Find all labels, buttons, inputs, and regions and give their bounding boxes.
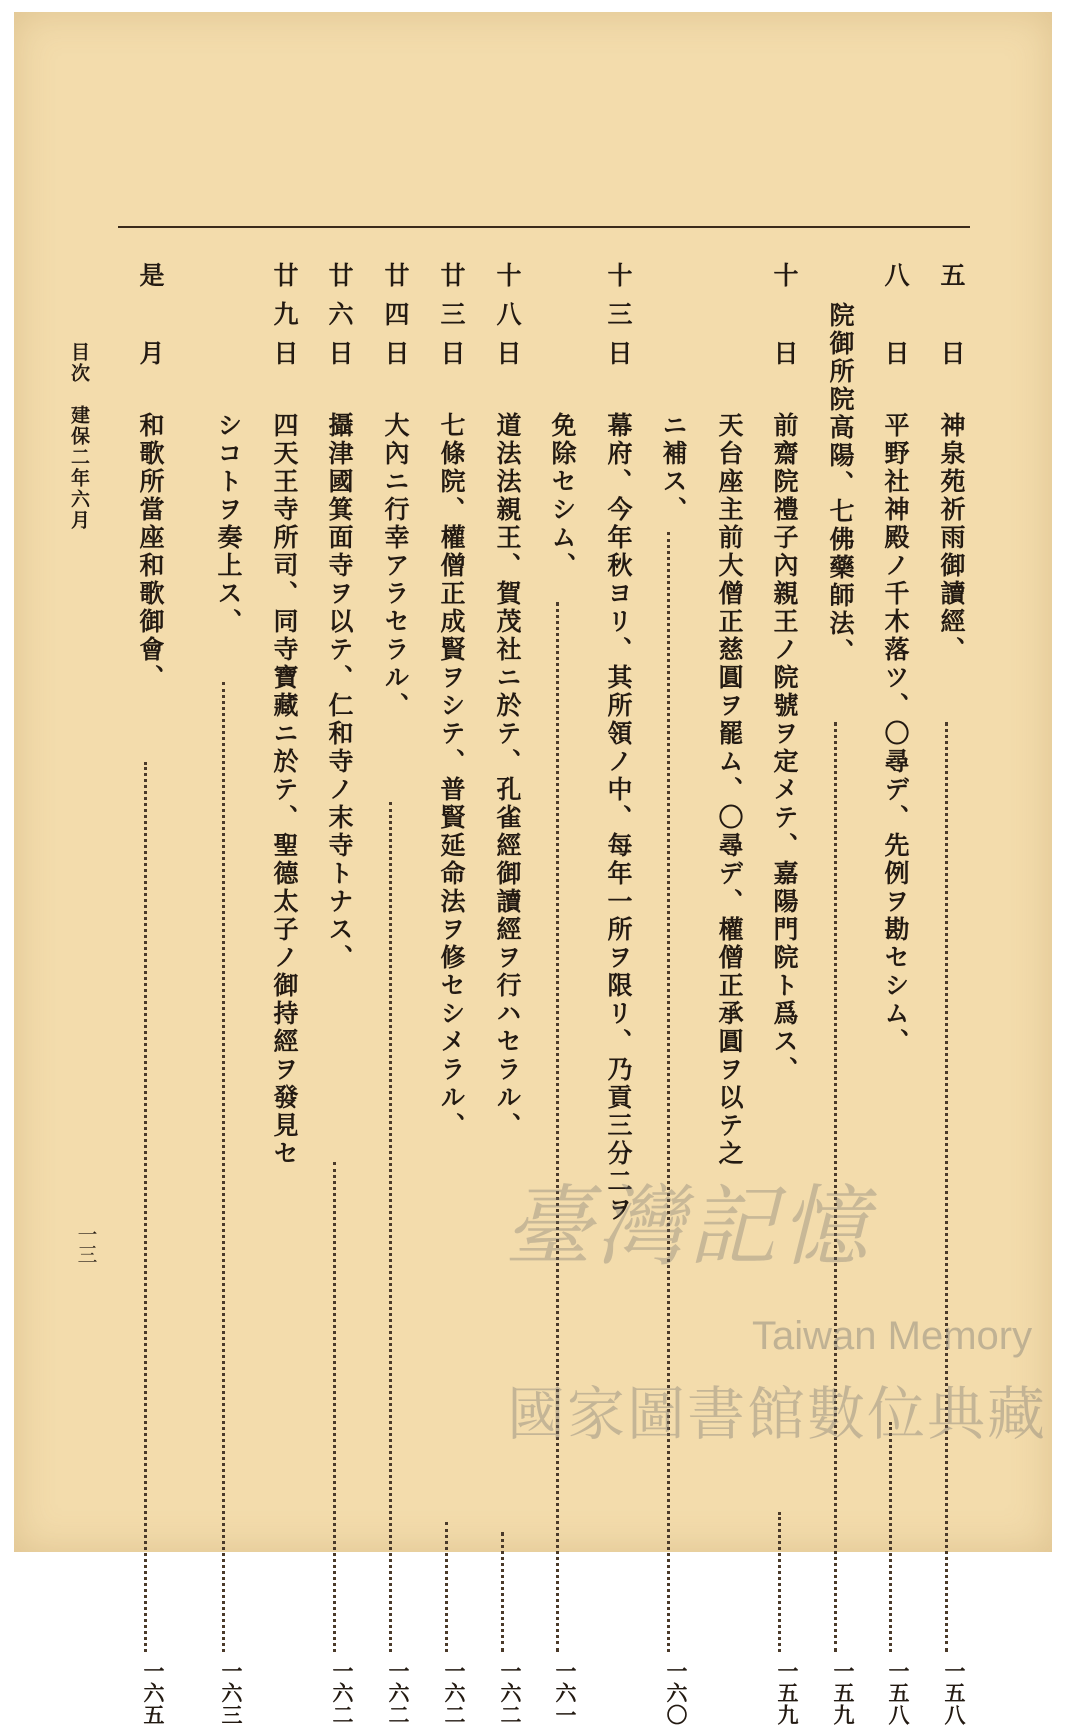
entry-text: シコトヲ奏上ス、 [214, 412, 243, 636]
entry-page: 一六二 [330, 1660, 355, 1726]
entry-text: ニ補ス、 [659, 412, 688, 524]
toc-entry [202, 262, 246, 1726]
toc-entry [425, 262, 469, 1726]
entry-date: 廿九日 [270, 262, 299, 379]
toc-entry [925, 262, 969, 1726]
toc-entry [258, 262, 302, 1472]
entry-date: 廿四日 [381, 262, 410, 379]
toc-entry [536, 262, 580, 1726]
entry-text: 神泉苑祈雨御讀經、 [937, 412, 966, 664]
entry-page: 一六二 [498, 1660, 523, 1726]
entry-date: 五 日 [937, 262, 966, 379]
header-rule [118, 226, 970, 228]
toc-entry [647, 262, 691, 1726]
watermark-chinese: 國家圖書館數位典藏 [507, 1380, 1048, 1448]
entry-page: 一六〇 [664, 1660, 689, 1726]
entry-page: 一六五 [141, 1660, 166, 1726]
toc-entry [869, 262, 913, 1726]
watermark-english: Taiwan Memory [752, 1314, 1033, 1358]
toc-entry [592, 262, 636, 1472]
running-head: 目次 建保二年六月 [68, 342, 90, 531]
dot-leader [333, 1162, 340, 1652]
entry-page: 一六二 [386, 1660, 411, 1726]
entry-text: 攝津國箕面寺ヲ以テ、仁和寺ノ末寺トナス、 [325, 412, 354, 972]
toc-entry [703, 262, 747, 1472]
dot-leader [889, 1422, 896, 1652]
entry-page: 一五八 [942, 1660, 967, 1726]
entry-page: 一六一 [553, 1660, 578, 1726]
entry-text: 和歌所當座和歌御會、 [136, 412, 165, 692]
toc-entry [814, 262, 858, 1726]
entry-text: 平野社神殿ノ千木落ツ、〇尋デ、先例ヲ勘セシム、 [881, 412, 910, 1056]
toc-entry [124, 262, 168, 1726]
dot-leader [778, 1512, 785, 1652]
entry-date: 十三日 [604, 262, 633, 379]
entry-text: 道法法親王、賀茂社ニ於テ、孔雀經御讀經ヲ行ハセラル、 [493, 412, 522, 1140]
entry-page: 一六二 [442, 1660, 467, 1726]
entry-date: 八 日 [881, 262, 910, 379]
dot-leader [945, 722, 952, 1652]
entry-page: 一五九 [831, 1660, 856, 1726]
entry-page: 一五八 [886, 1660, 911, 1726]
toc-entry [481, 262, 525, 1726]
dot-leader [445, 1522, 452, 1652]
dot-leader [144, 762, 151, 1652]
entry-text: 四天王寺所司、同寺寶藏ニ於テ、聖德太子ノ御持經ヲ發見セ [270, 412, 299, 1168]
document-page [14, 12, 1052, 1726]
dot-leader [222, 682, 229, 1652]
watermark-calligraphy: 臺灣記憶 [504, 1175, 873, 1278]
entry-date: 廿三日 [437, 262, 466, 379]
dot-leader [501, 1532, 508, 1652]
entry-text: 天台座主前大僧正慈圓ヲ罷ム、〇尋デ、權僧正承圓ヲ以テ之 [715, 412, 744, 1168]
dot-leader [556, 602, 563, 1652]
entry-text: 大內ニ行幸アラセラル、 [381, 412, 410, 720]
entry-date: 是 月 [136, 262, 165, 379]
toc-entry [758, 262, 802, 1726]
entry-date: 十 日 [770, 262, 799, 379]
entry-text: 幕府、今年秋ヨリ、其所領ノ中、每年一所ヲ限リ、乃貢三分二ヲ [604, 412, 633, 1224]
entry-page: 一六三 [219, 1660, 244, 1726]
dot-leader [667, 532, 674, 1652]
entry-text: 院御所院高陽、七佛藥師法、 [826, 302, 855, 666]
entry-page: 一五九 [775, 1660, 800, 1726]
entry-text: 前齋院禮子內親王ノ院號ヲ定メテ、嘉陽門院ト爲ス、 [770, 412, 799, 1084]
entry-date: 廿六日 [325, 262, 354, 379]
toc-entry [313, 262, 357, 1726]
page-number: 一三 [74, 1224, 98, 1264]
entry-date: 十八日 [493, 262, 522, 379]
entry-text: 七條院、權僧正成賢ヲシテ、普賢延命法ヲ修セシメラル、 [437, 412, 466, 1140]
dot-leader [389, 802, 396, 1652]
toc-entry [369, 262, 413, 1726]
entry-text: 免除セシム、 [548, 412, 577, 580]
